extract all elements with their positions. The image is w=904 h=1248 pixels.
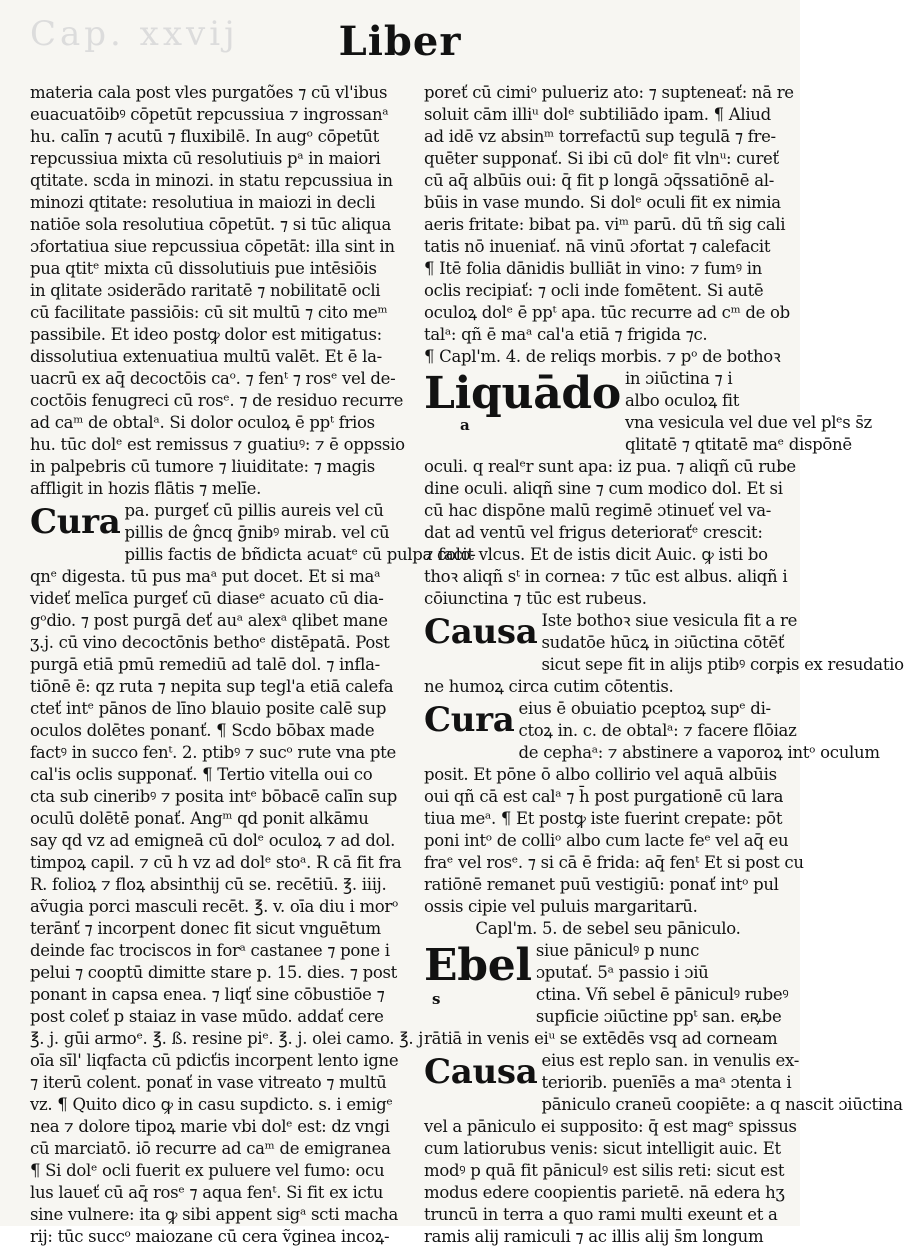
- text-line: pa. purgeť cū pillis aureis vel cū: [124, 501, 384, 520]
- text-line: būis in vase mundo. Si dolᵉ oculi fit ex nimia: [424, 193, 781, 212]
- text-line: tiua meᵃ. ¶ Et postꝙ iste fuerint crepate: pōt: [424, 809, 783, 828]
- initial-cura: Cura: [30, 502, 121, 542]
- right-paragraph-6: [424, 1116, 797, 1248]
- text-line: pillis de ĝncq ḡnibꝰ mirab. vel cū: [124, 523, 390, 542]
- text-line: teriorib. puenīēs a maᵃ ɔtenta i: [541, 1073, 792, 1092]
- text-line: ratiōnē remanet puū vestigiū: ponať intᵒ pul: [424, 875, 779, 894]
- text-line: timpoꝝ capil. ⁊ cū h vz ad dolᵉ stoᵃ. R cā fit fra: [30, 853, 402, 872]
- causa-block-1: [424, 610, 904, 676]
- text-line: cteť intᵉ pānos de līno blauio posite calē sup: [30, 699, 387, 718]
- text-line: ad idē vz absinᵐ torrefactū sup tegulā ⁊ fre-: [424, 127, 776, 146]
- text-line: cū marciatō. iō recurre ad caᵐ de emigranea: [30, 1139, 391, 1158]
- text-line: in qlitate ɔsiderādo raritatē ⁊ nobilitatē ocli: [30, 281, 381, 300]
- text-line: pillis factis de bñdicta acuatᵉ cū pulpa colo-: [124, 545, 476, 564]
- text-line: poni intᵒ de colliᵒ albo cum lacte feᵉ vel aq̄ eu: [424, 831, 789, 850]
- text-line: cū facilitate passiōis: cū sit multū ⁊ cito meᵐ: [30, 303, 388, 322]
- text-line: vna vesicula vel due vel plᵉs s̄z: [624, 413, 872, 432]
- text-line: in palpebris cū tumore ⁊ liuiditate: ⁊ magis: [30, 457, 375, 476]
- running-head: Liber: [338, 18, 462, 65]
- margin-marker-a: a: [460, 416, 470, 434]
- text-line: uacrū ex aq̄ decoctōis caᵒ. ⁊ fenᵗ ⁊ rosᵉ vel de-: [30, 369, 396, 388]
- text-line: qnᵉ digesta. tū pus maᵃ put docet. Et si maᵃ: [30, 567, 381, 586]
- text-line: oculoꝝ dolᵉ ē ppᵗ apa. tūc recurre ad cᵐ de ob: [424, 303, 790, 322]
- text-line: eius ē obuiatio pceptoꝝ supᵉ di-: [518, 699, 771, 718]
- causa-block-2: [424, 1050, 903, 1116]
- text-line: ramis alij ramiculi ⁊ ac illis alij s̄m longum: [424, 1227, 764, 1246]
- text-line: ctina. Vñ sebel ē pāniculꝰ rubeꝰ: [535, 985, 789, 1004]
- text-line: thoꝛ aliqñ sᵗ in cornea: ⁊ tūc est albus. aliqñ i: [424, 567, 788, 586]
- cura-block-1: [30, 500, 476, 566]
- text-line: oclis recipiať: ⁊ ocli inde fomētent. Si autē: [424, 281, 764, 300]
- text-line: hu. calīn ⁊ acutū ⁊ fluxibilē. In augᵒ cōpetūt: [30, 127, 379, 146]
- text-line: purgā etiā pmū remediū ad talē dol. ⁊ infla-: [30, 655, 380, 674]
- left-column: [30, 82, 476, 1248]
- right-column: [424, 82, 904, 1248]
- text-line: oculos dolētes ponanť. ¶ Scdo bōbax made: [30, 721, 375, 740]
- text-line: videť melīca purgeť cū diaseᵉ acuato cū dia-: [30, 589, 384, 608]
- text-line: deinde fac trociscos in forᵃ castanee ⁊ pone i: [30, 941, 390, 960]
- text-line: modus edere coopientis parietē. nā edera hʒ: [424, 1183, 785, 1202]
- cura-lines-1: [125, 500, 476, 566]
- text-line: cum latiorubus venis: sicut intelligit auic. Et: [424, 1139, 781, 1158]
- right-paragraph-1: [424, 82, 792, 368]
- text-line: dissolutiua extenuatiua multū valēt. Et ē la-: [30, 347, 382, 366]
- text-line: tiōnē ē: qz ruta ⁊ nepita sup tegl'a etiā calefa: [30, 677, 394, 696]
- text-line: vz. ¶ Quito dico ꝙ in casu supdicto. s. i emigᵉ: [30, 1095, 393, 1114]
- right-paragraph-3: [424, 676, 792, 698]
- text-line: quēter supponať. Si ibi cū dolᵉ fit vlnᵘ: cureť: [424, 149, 779, 168]
- text-line: sudatōe hūcꝝ in ɔiūctina cōtēť: [541, 633, 785, 652]
- text-line: passibile. Et ideo postꝙ dolor est mitigatus:: [30, 325, 382, 344]
- text-line: pua qtitᵉ mixta cū dissolutiuis pue intēsiōis: [30, 259, 377, 278]
- text-line: say qd vz ad emigneā cū dolᵉ oculoꝝ ⁊ ad dol.: [30, 831, 396, 850]
- text-line: aeris fritate: bibat pa. viᵐ parū. dū tñ sig cali: [424, 215, 786, 234]
- text-line: terānť ⁊ incorpent donec fit sicut vnguētum: [30, 919, 381, 938]
- text-line: sicut sepe fit in alijs ptibꝰ corꝑis ex resudatio: [541, 655, 904, 674]
- text-line: materia cala post vles purgatões ⁊ cū vl'ibus: [30, 83, 388, 102]
- cura-block-2: [424, 698, 880, 764]
- text-line: oīa sīl' liqfacta cū pdicťis incorpent lento igne: [30, 1051, 399, 1070]
- text-line: modꝰ p quā fit pāniculꝰ est silis reti: sicut est: [424, 1161, 785, 1180]
- text-line: nea ⁊ dolore tipoꝝ marie vbi dolᵉ est: dz vngi: [30, 1117, 390, 1136]
- text-line: sine vulnere: ita ꝙ sibi appent sigᵃ scti macha: [30, 1205, 399, 1224]
- text-line: pelui ⁊ cooptū dimitte stare p. 15. dies. ⁊ post: [30, 963, 397, 982]
- causa-lines-1: [541, 610, 903, 676]
- text-line: aṽugia porci masculi recēt. ℥. v. oīa diu i morᵒ: [30, 897, 399, 916]
- liquado-lines: [625, 368, 872, 456]
- initial-causa-2: Causa: [424, 1052, 538, 1092]
- text-line: qlitatē ⁊ qtitatē maᵉ dispōnē: [624, 435, 852, 454]
- right-paragraph-4: [424, 764, 804, 918]
- text-line: cal'is oclis supponať. ¶ Tertio vitella oui co: [30, 765, 373, 784]
- ebel-lines: [536, 940, 792, 1028]
- initial-causa-1: Causa: [424, 612, 538, 652]
- text-line: ⁊ facit vlcus. Et de istis dicit Auic. ꝙ isti bo: [424, 545, 768, 564]
- text-line: post coleť p staiaz in vase mūdo. addať cere: [30, 1007, 384, 1026]
- text-line: minozi qtitate: resolutiua in maiozi in decli: [30, 193, 376, 212]
- text-line: lus laueť cū aq̄ rosᵉ ⁊ aqua fenᵗ. Si fit ex ictu: [30, 1183, 384, 1202]
- text-line: oculi. q realᵉr sunt apa: iz pua. ⁊ aliqñ cū rube: [424, 457, 796, 476]
- text-line: talᵃ: qñ ē maᵃ cal'a etiā ⁊ frigida ⁊c.: [424, 325, 708, 344]
- text-line: ¶ Si dolᵉ ocli fuerit ex puluere vel fumo: ocu: [30, 1161, 385, 1180]
- text-line: cta sub cineribꝰ ⁊ posita intᵉ bōbacē calīn sup: [30, 787, 398, 806]
- initial-cura-2: Cura: [424, 700, 515, 740]
- text-line: pāniculo craneū coopiēte: a q nascit ɔiūctina: [541, 1095, 903, 1114]
- text-line: gᵒdio. ⁊ post purgā deť auᵃ alexᵃ qlibet mane: [30, 611, 388, 630]
- show-through-text: Cap. xxvij: [30, 14, 239, 54]
- text-line: ⁊ iterū colent. ponať in vase vitreato ⁊ multū: [30, 1073, 387, 1092]
- text-line: cōiunctina ⁊ tūc est rubeus.: [424, 589, 647, 608]
- liquado-block: [424, 368, 872, 456]
- right-paragraph-5: [424, 1028, 792, 1050]
- left-paragraph-1: [30, 82, 405, 500]
- text-line: oui qñ cā est calᵃ ⁊ h̄ post purgationē cū lara: [424, 787, 784, 806]
- text-line: cū hac dispōne malū regimē ɔtinueť vel va-: [424, 501, 772, 520]
- text-line: ossis cipie vel puluis margaritarū.: [424, 897, 698, 916]
- text-line: R. folioꝝ ⁊ floꝝ absinthij cū se. recētiū. ℥. iiij.: [30, 875, 387, 894]
- text-line: hu. tūc dolᵉ est remissus ⁊ guatiuꝰ: ⁊ ē oppssio: [30, 435, 405, 454]
- text-line: albo oculoꝝ fit: [624, 391, 740, 410]
- text-line: ɔfortatiua siue repcussiua cōpetāt: illa sint in: [30, 237, 395, 256]
- text-line: tatis nō inueniať. nā vinū ɔfortat ⁊ calefacit: [424, 237, 771, 256]
- text-line: dine oculi. aliqñ sine ⁊ cum modico dol. Et si: [424, 479, 783, 498]
- left-paragraph-2: [30, 566, 424, 1248]
- text-line: ne humoꝝ circa cutim cōtentis.: [424, 677, 674, 696]
- text-line: de cephaᵃ: ⁊ abstinere a vaporoꝝ intᵒ oculum: [518, 743, 880, 762]
- text-line: posit. Et pōne ō albo collirio vel aquā albūis: [424, 765, 777, 784]
- text-line: euacuatōibꝰ cōpetūt repcussiua ⁊ ingrossanᵃ: [30, 105, 389, 124]
- text-line: eius est replo san. in venulis ex-: [541, 1051, 799, 1070]
- text-line: qtitate. scda in minozi. in statu repcussiua in: [30, 171, 393, 190]
- chapter-5-heading: Capl'm. 5. de sebel seu pāniculo.: [475, 919, 741, 938]
- initial-ebel: Ebel: [424, 940, 532, 991]
- text-line: cū aq̄ albūis oui: q̄ fit p longā ɔq̄ssatiōnē al-: [424, 171, 774, 190]
- text-line: siue pāniculꝰ p nunc: [535, 941, 700, 960]
- text-line: ʒ.j. cū vino decoctōnis bethoᵉ distēpatā. Post: [30, 633, 390, 652]
- text-line: ctoꝝ in. c. de obtalᵃ: ⁊ facere flōiaz: [518, 721, 797, 740]
- text-line: dat ad ventū vel frigus deterioraťᵉ crescit:: [424, 523, 763, 542]
- text-line: in ɔiūctina ⁊ i: [624, 369, 733, 388]
- text-line: ɔputať. 5ᵃ passio i ɔiū: [535, 963, 709, 982]
- text-line: rij: tūc succᵒ maiozane cū cera ṽginea incoꝝ-: [30, 1227, 390, 1246]
- text-line: ℥. j. gūi armoᵉ. ℥. ß. resine piᵉ. ℥. j. olei camo. ℥. j: [30, 1029, 424, 1048]
- text-line: coctōis fenugreci cū rosᵉ. ⁊ de residuo recurre: [30, 391, 404, 410]
- text-line: ponant in capsa enea. ⁊ liqť sine cōbustiōe ⁊: [30, 985, 385, 1004]
- causa-lines-2: [541, 1050, 902, 1116]
- text-line: rātiā in venis eiᵘ se extēdēs vsq ad corneam: [424, 1029, 778, 1048]
- text-line: factꝰ in succo fenᵗ. 2. ptibꝰ ⁊ sucᵒ rute vna pte: [30, 743, 396, 762]
- right-paragraph-2: [424, 456, 796, 610]
- text-line: natiōe sola resolutiua cōpetūt. ⁊ si tūc aliqua: [30, 215, 392, 234]
- text-line: repcussiua mixta cū resolutiuis pᵃ in maiori: [30, 149, 381, 168]
- text-line: ¶ Itē folia dānidis bulliāt in vino: ⁊ fumꝰ in: [424, 259, 762, 278]
- initial-liquado: Liquādo: [424, 368, 621, 419]
- text-line: Iste bothoꝛ siue vesicula fit a re: [541, 611, 798, 630]
- text-line: ¶ Capl'm. 4. de reliqs morbis. ⁊ pᵒ de bothoꝛ: [424, 347, 781, 366]
- ebel-block: [424, 940, 792, 1028]
- text-line: ad caᵐ de obtalᵃ. Si dolor oculoꝝ ē ppᵗ frios: [30, 413, 375, 432]
- text-line: supficie ɔiūctine ppᵗ san. eꝶbe: [535, 1007, 782, 1026]
- text-line: affligit in hozis flātis ⁊ melīe.: [30, 479, 262, 498]
- text-line: soluit cām illiᵘ dolᵉ subtiliādo ipam. ¶ Aliud: [424, 105, 771, 124]
- text-line: fraᵉ vel rosᵉ. ⁊ si cā ē frida: aq̄ fenᵗ Et si post cu: [424, 853, 804, 872]
- text-line: vel a pāniculo ei supposito: q̄ est magᵉ spissus: [424, 1117, 797, 1136]
- margin-marker-s: s: [432, 990, 441, 1008]
- text-line: truncū in terra a quo rami multi exeunt et a: [424, 1205, 778, 1224]
- text-line: oculū dolētē ponať. Angᵐ qd ponit alkāmu: [30, 809, 369, 828]
- text-line: poreť cū cimiᵒ pulueriz ato: ⁊ supteneať: nā re: [424, 83, 794, 102]
- cura-lines-2: [519, 698, 880, 764]
